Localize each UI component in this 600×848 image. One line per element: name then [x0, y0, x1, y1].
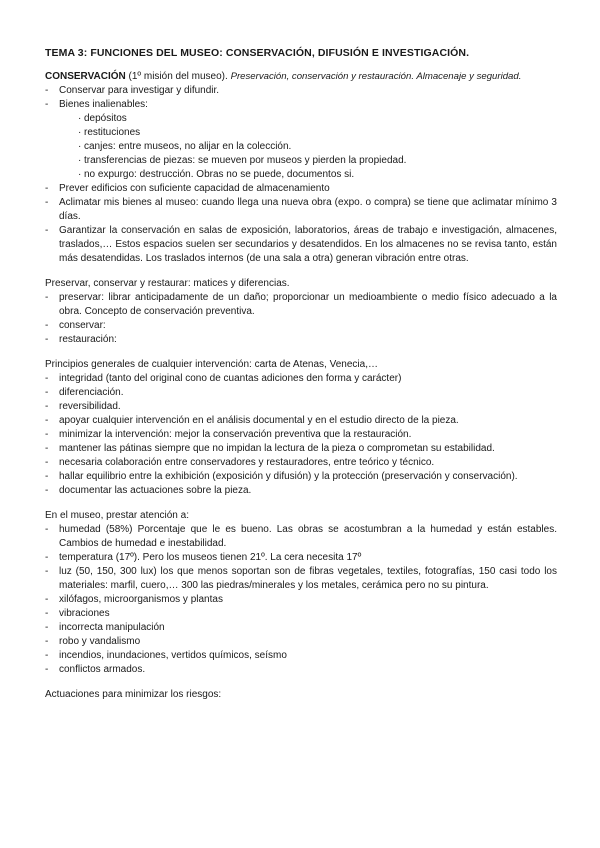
- list-item: - reversibilidad.: [45, 400, 557, 414]
- list-item: - robo y vandalismo: [45, 635, 557, 649]
- list-item: - Garantizar la conservación en salas de exposición, laboratorios, áreas de trabajo e investigación, almacenes, traslados,… Estos espacios suelen ser secundarios y desatendidos. En los almacenes no se revisa tanto, están más desatendidas. Los traslados internos (de una sala a otra) generan vibración entre otras.: [45, 224, 557, 266]
- list-item: - mantener las pátinas siempre que no impidan la lectura de la pieza o comprometan su estabilidad.: [45, 442, 557, 456]
- conservacion-heading-italic: Preservación, conservación y restauración. Almacenaje y seguridad.: [230, 71, 522, 82]
- list-item: [45, 98, 557, 182]
- preservar-heading: Preservar, conservar y restaurar: matices y diferencias.: [45, 278, 290, 289]
- conservacion-heading-bold: CONSERVACIÓN: [45, 71, 126, 82]
- list-item: - conflictos armados.: [45, 663, 557, 677]
- list-item: - diferenciación.: [45, 386, 557, 400]
- list-item: - Aclimatar mis bienes al museo: cuando llega una nueva obra (expo. o compra) se tiene que aclimatar mínimo 3 días.: [45, 196, 557, 224]
- principios-list: [45, 372, 557, 498]
- document-page: [45, 46, 557, 702]
- list-item: - integridad (tanto del original cono de cuantas adiciones den forma y carácter): [45, 372, 557, 386]
- museo-heading: En el museo, prestar atención a:: [45, 510, 189, 521]
- list-item: - documentar las actuaciones sobre la pieza.: [45, 484, 557, 498]
- list-item: - hallar equilibrio entre la exhibición (exposición y difusión) y la protección (preservación y conservación).: [45, 470, 557, 484]
- sublist-item: · transferencias de piezas: se mueven por museos y pierden la propiedad.: [79, 154, 557, 168]
- conservacion-heading: [45, 70, 557, 84]
- sublist-item: · no expurgo: destrucción. Obras no se puede, documentos si.: [79, 168, 557, 182]
- bienes-sublist: [59, 112, 557, 182]
- list-item: - apoyar cualquier intervención en el análisis documental y en el estudio directo de la pieza.: [45, 414, 557, 428]
- list-item: - temperatura (17º). Pero los museos tienen 21º. La cera necesita 17º: [45, 551, 557, 565]
- list-item: - xilófagos, microorganismos y plantas: [45, 593, 557, 607]
- actuaciones-heading: Actuaciones para minimizar los riesgos:: [45, 689, 222, 700]
- preservar-list: [45, 291, 557, 347]
- list-item: - preservar: librar anticipadamente de un daño; proporcionar un medioambiente o medio físico adecuado a la obra. Concepto de conservación preventiva.: [45, 291, 557, 319]
- list-item-label: Bienes inalienables:: [59, 99, 148, 110]
- list-item: - necesaria colaboración entre conservadores y restauradores, entre teórico y técnico.: [45, 456, 557, 470]
- sublist-item: · depósitos: [79, 112, 557, 126]
- list-item: - incorrecta manipulación: [45, 621, 557, 635]
- page-title: TEMA 3: FUNCIONES DEL MUSEO: CONSERVACIÓN, DIFUSIÓN E INVESTIGACIÓN.: [45, 47, 470, 59]
- principios-heading: Principios generales de cualquier intervención: carta de Atenas, Venecia,…: [45, 359, 378, 370]
- sublist-item: · restituciones: [79, 126, 557, 140]
- list-item: - luz (50, 150, 300 lux) los que menos soportan son de fibras vegetales, textiles, fotografías, 150 casi todo los materiales: marfil, cuero,… 300 las piedras/minerales y los metales, cerámica pero no su pintura.: [45, 565, 557, 593]
- list-item: - conservar:: [45, 319, 557, 333]
- museo-list: [45, 523, 557, 677]
- list-item: - humedad (58%) Porcentaje que le es bueno. Las obras se acostumbran a la humedad y están estables. Cambios de humedad e inestabilidad.: [45, 523, 557, 551]
- list-item: - Conservar para investigar y difundir.: [45, 84, 557, 98]
- list-item: - vibraciones: [45, 607, 557, 621]
- sublist-item: · canjes: entre museos, no alijar en la colección.: [79, 140, 557, 154]
- conservacion-list: [45, 84, 557, 266]
- list-item: - restauración:: [45, 333, 557, 347]
- list-item: - Prever edificios con suficiente capacidad de almacenamiento: [45, 182, 557, 196]
- list-item: - minimizar la intervención: mejor la conservación preventiva que la restauración.: [45, 428, 557, 442]
- conservacion-heading-note: (1º misión del museo).: [125, 71, 231, 82]
- list-item: - incendios, inundaciones, vertidos químicos, seísmo: [45, 649, 557, 663]
